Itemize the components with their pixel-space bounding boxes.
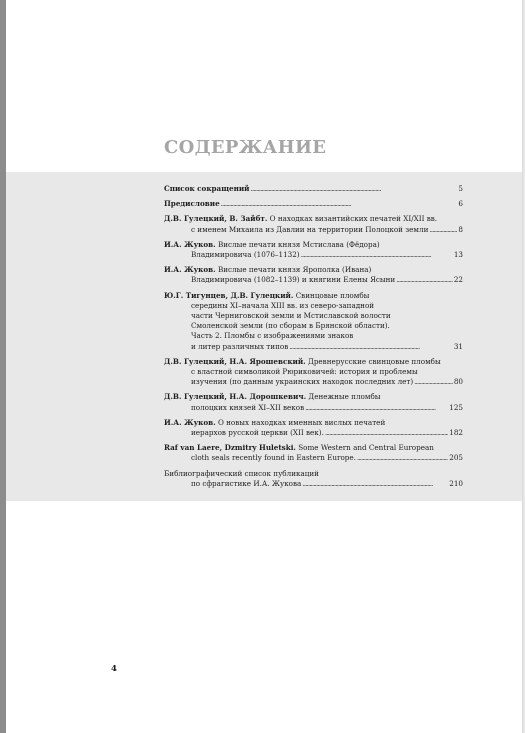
toc-entry-author: Ю.Г. Тигунцев, Д.В. Гулецкий.: [164, 290, 294, 300]
toc-entry-title: и литер различных типов: [191, 341, 289, 351]
toc-entry-title: по сфрагистике И.А. Жукова: [191, 478, 302, 488]
toc-entry-title: Предисловие: [164, 199, 220, 209]
toc-page-number: 8: [458, 224, 463, 234]
toc-entry-title: полоцких князей XI–XII веков: [191, 402, 305, 412]
toc-entry-author: Д.В. Гулецкий, В. Зайбт.: [164, 214, 268, 224]
toc-entry-line: с властной символикой Рюриковичей: история и проблемы: [191, 367, 418, 377]
toc-entry[interactable]: [164, 357, 463, 388]
toc-entry-title: иерархов русской церкви (XII век).: [191, 428, 324, 438]
toc-entry-line: [164, 265, 463, 275]
toc-page-number: 13: [453, 250, 463, 260]
page-number: 4: [111, 664, 117, 674]
toc-entry-title: изучения (по данным украинских находок последних лет): [191, 377, 414, 387]
toc-entry-line: Смоленской земли (по сборам в Брянской области).: [191, 321, 390, 331]
toc-entry-line: [164, 428, 463, 438]
toc-dot-leader: [301, 250, 453, 260]
toc-entry-line: [164, 418, 463, 428]
toc-entry-line: [164, 184, 463, 194]
toc-entry-line: [164, 377, 463, 387]
toc-entry[interactable]: [164, 291, 463, 352]
toc-entry[interactable]: [164, 214, 463, 234]
toc-page-number: 22: [453, 275, 463, 285]
toc-page-number: 205: [449, 453, 463, 463]
toc-entry-line: [164, 225, 463, 235]
toc-entry-line: части Черниговской земли и Мстиславской волости: [191, 311, 391, 321]
toc-entry-title: Свинцовые пломбы: [295, 290, 370, 300]
toc-entry-author: Д.В. Гулецкий, Н.А. Ярошевский.: [164, 356, 306, 366]
toc-entry-line: [164, 469, 463, 479]
toc-page-number: 182: [449, 428, 463, 438]
toc-dot-leader: [429, 225, 457, 235]
toc-entry-author: И.А. Жуков.: [164, 265, 216, 275]
toc-page-number: 6: [458, 199, 463, 209]
toc-entry-line: Часть 2. Пломбы с изображениями знаков: [191, 331, 354, 341]
toc-dot-leader: [302, 479, 448, 489]
toc-entry-title: Список сокращений: [164, 184, 250, 193]
toc-entry-title: Библиографический список публикаций: [164, 468, 319, 478]
toc-entry-title: Денежные пломбы: [308, 392, 381, 402]
toc-entry[interactable]: [164, 443, 463, 463]
toc-entry-line: середины XI–начала XIII вв. из северо-западной: [191, 300, 375, 310]
toc-entry[interactable]: [164, 184, 463, 194]
toc-entry-author: И.А. Жуков.: [164, 417, 216, 427]
toc-page-number: 80: [453, 377, 463, 387]
toc-entry-line: [164, 291, 463, 301]
toc-entry-line: [164, 443, 463, 453]
toc-dot-leader: [305, 403, 448, 413]
toc-entry[interactable]: [164, 469, 463, 489]
toc-entry-line: [164, 199, 463, 209]
toc-entry-line: [164, 240, 463, 250]
toc-entry-author: И.А. Жуков.: [164, 239, 216, 249]
toc-entry-line: [164, 403, 463, 413]
toc-page-number: 125: [449, 402, 463, 412]
toc-page-number: 5: [458, 184, 463, 193]
toc-dot-leader: [414, 377, 453, 387]
toc-entry-title: О новых находках именных вислых печатей: [217, 417, 386, 427]
toc-dot-leader: [251, 184, 458, 194]
page-title: СОДЕРЖАНИЕ: [164, 137, 327, 158]
toc-entry-title: Владимировича (1082–1139) и княгини Елены Ясыни: [191, 275, 396, 285]
toc-entry-title: О находках византийских печатей XI/XII вв.: [269, 214, 438, 224]
toc-entry-title: с именем Михаила из Давлии на территории Полоцкой земли: [191, 224, 429, 234]
toc-entry-title: Вислые печати князя Ярополка (Ивана): [217, 265, 372, 275]
toc-entry-title: cloth seals recently found in Eastern Europe.: [191, 453, 356, 463]
toc-entry[interactable]: [164, 392, 463, 412]
toc-entry[interactable]: [164, 418, 463, 438]
toc-entry-line: [164, 392, 463, 402]
toc-entry-line: [164, 357, 463, 367]
toc-entry[interactable]: [164, 265, 463, 285]
toc-entry-author: Д.В. Гулецкий, Н.А. Дорошкевич.: [164, 392, 307, 402]
toc-entry-line: [164, 275, 463, 285]
toc-dot-leader: [357, 453, 448, 463]
toc-entry[interactable]: [164, 199, 463, 209]
toc-dot-leader: [289, 342, 453, 352]
toc-page-number: 210: [449, 478, 463, 488]
toc-dot-leader: [396, 275, 453, 285]
toc-dot-leader: [325, 428, 448, 438]
toc-entry-line: [164, 214, 463, 224]
toc-entry-title: Вислые печати князя Мстислава (Фёдора): [217, 239, 380, 249]
toc-entry-title: Древнерусские свинцовые пломбы: [307, 356, 441, 366]
toc-entry-line: [164, 250, 463, 260]
toc-entry-line: [164, 479, 463, 489]
table-of-contents: [164, 184, 463, 494]
toc-entry[interactable]: [164, 240, 463, 260]
toc-entry-line: [164, 342, 463, 352]
toc-entry-line: [164, 453, 463, 463]
toc-entry-title: Some Western and Central European: [298, 443, 434, 453]
toc-page-number: 31: [453, 341, 463, 351]
toc-entry-author: Raf van Laere, Dzmitry Huletski.: [164, 443, 296, 453]
toc-entry-title: Владимировича (1076–1132): [191, 250, 300, 260]
toc-dot-leader: [221, 199, 458, 209]
